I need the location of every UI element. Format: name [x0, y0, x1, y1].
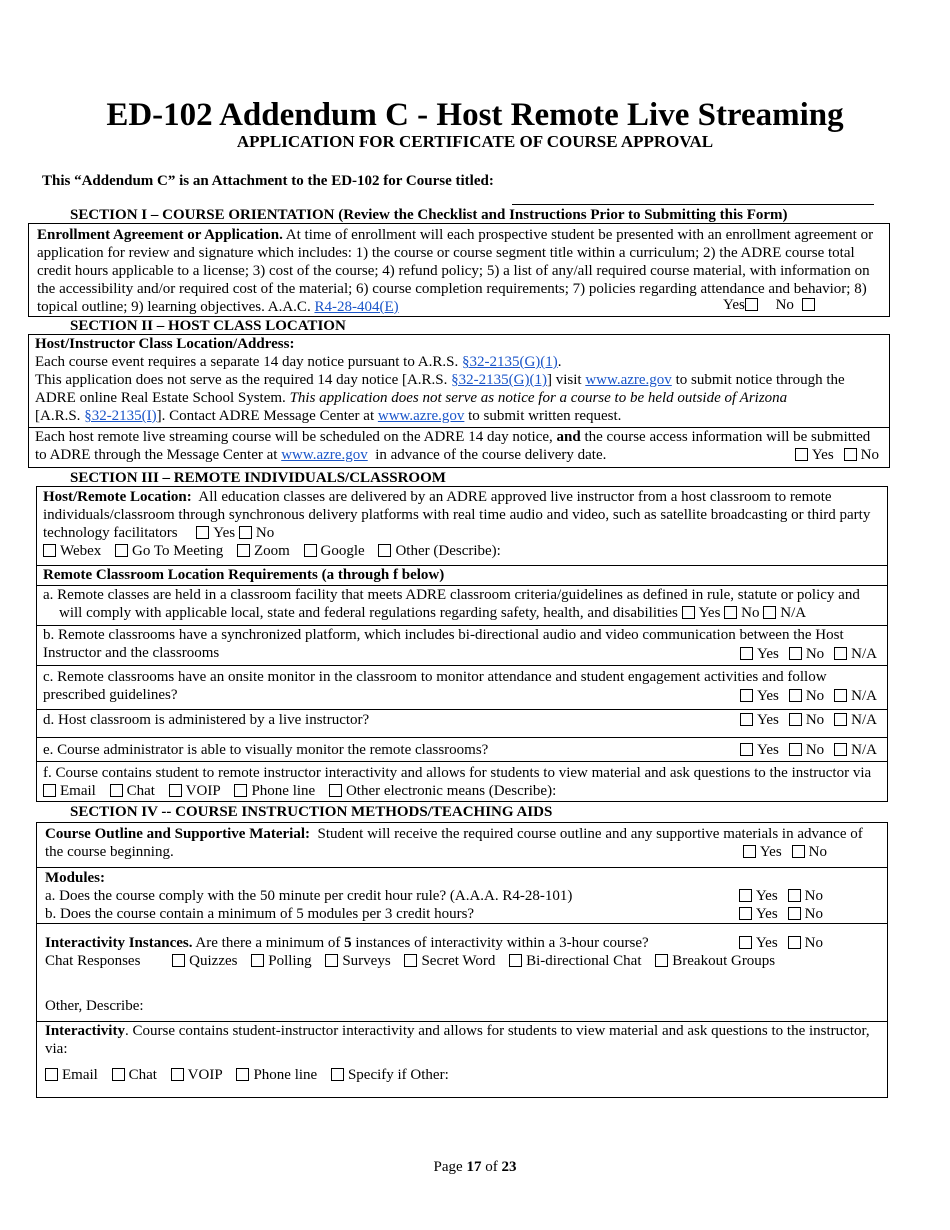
platform-zoom-checkbox[interactable]: [237, 544, 250, 557]
page-subtitle: APPLICATION FOR CERTIFICATE OF COURSE APPROVAL: [236, 132, 714, 151]
inter-chat-checkbox[interactable]: [112, 1068, 125, 1081]
bidirectional-chat-checkbox[interactable]: [509, 954, 522, 967]
req-c-na-checkbox[interactable]: [834, 689, 847, 702]
host-address-label: Host/Instructor Class Location/Address:: [35, 336, 295, 352]
schedule-row: Each host remote live streaming course will be scheduled on the ADRE 14 day notice, and the course access information will be submitted to ADRE through the Message Center at www.azre.gov in advance of the course delivery date. Yes No: [29, 427, 889, 467]
azre-link-3[interactable]: www.azre.gov: [281, 447, 368, 463]
platform-google-checkbox[interactable]: [304, 544, 317, 557]
instances-yes-checkbox[interactable]: [739, 936, 752, 949]
requirement-a: a. Remote classes are held in a classroom facility that meets ADRE classroom criteria/guidelines as defined in rule, statute or policy and will comply with applicable local, state and federal regulations regarding safety, health, and disabilities Yes No N/A: [37, 585, 887, 625]
page-number: Page 17 of 23: [433, 1159, 517, 1175]
outline-yes-checkbox[interactable]: [743, 845, 756, 858]
statute-link-1[interactable]: §32-2135(G)(1): [461, 354, 558, 370]
module-b-no-checkbox[interactable]: [788, 907, 801, 920]
modules-row: Modules: a. Does the course comply with the 50 minute per credit hour rule? (A.A.A. R4-28-101) b. Does the course contain a minimum of 5 modules per 3 credit hours? Yes No Yes No: [37, 867, 887, 923]
section-2-heading: SECTION II – HOST CLASS LOCATION: [70, 318, 346, 334]
req-a-no-checkbox[interactable]: [724, 606, 737, 619]
interactivity-instances-row: Interactivity Instances. Are there a minimum of 5 instances of interactivity within a 3-hour course? Yes No Chat Responses Quizzes Polling Surveys Secret Word Bi-directional Chat Breakout Groups Other, Describe:: [37, 923, 887, 1021]
notice-paragraph: This application does not serve as the required 14 day notice [A.R.S. §32-2135(G)(1)] visit www.azre.gov to submit notice through the ADRE online Real Estate School System. This application does not serve as notice for a course to be held outside of Arizona: [35, 372, 845, 406]
surveys-checkbox[interactable]: [325, 954, 338, 967]
requirement-d: d. Host classroom is administered by a live instructor? Yes No N/A: [37, 709, 887, 737]
section-2-box: [28, 334, 890, 468]
platform-options: Webex Go To Meeting Zoom Google Other (Describe):: [43, 542, 881, 560]
platform-gotomeeting-checkbox[interactable]: [115, 544, 128, 557]
inter-other-checkbox[interactable]: [331, 1068, 344, 1081]
req-e-yes-checkbox[interactable]: [740, 743, 753, 756]
req-d-no-checkbox[interactable]: [789, 713, 802, 726]
outline-no-checkbox[interactable]: [792, 845, 805, 858]
course-title-field[interactable]: [512, 204, 874, 205]
rule-link[interactable]: R4-28-404(E): [314, 299, 399, 315]
host-address-row: [29, 335, 889, 425]
schedule-no-checkbox[interactable]: [844, 448, 857, 461]
requirement-b: b. Remote classrooms have a synchronized platform, which includes bi-directional audio and video communication between the Host Instructor and the classrooms Yes No N/A: [37, 625, 887, 665]
enrollment-yes-checkbox[interactable]: [745, 298, 758, 311]
azre-link-1[interactable]: www.azre.gov: [585, 372, 672, 388]
notice-line: Each course event requires a separate 14 day notice pursuant to A.R.S. §32-2135(G)(1).: [35, 354, 562, 370]
platform-webex-checkbox[interactable]: [43, 544, 56, 557]
schedule-choices: Yes No: [795, 446, 879, 464]
module-a-no-checkbox[interactable]: [788, 889, 801, 902]
req-c-no-checkbox[interactable]: [789, 689, 802, 702]
via-chat-checkbox[interactable]: [110, 784, 123, 797]
breakout-groups-checkbox[interactable]: [655, 954, 668, 967]
section-4-heading: SECTION IV -- COURSE INSTRUCTION METHODS/TEACHING AIDS: [70, 804, 553, 820]
req-b-yes-checkbox[interactable]: [740, 647, 753, 660]
secret-word-checkbox[interactable]: [404, 954, 417, 967]
instances-no-checkbox[interactable]: [788, 936, 801, 949]
third-party-yes-checkbox[interactable]: [196, 526, 209, 539]
yes-label: Yes: [723, 297, 745, 313]
via-voip-checkbox[interactable]: [169, 784, 182, 797]
req-b-no-checkbox[interactable]: [789, 647, 802, 660]
platform-other-checkbox[interactable]: [378, 544, 391, 557]
quizzes-checkbox[interactable]: [172, 954, 185, 967]
host-remote-row: Host/Remote Location: All education classes are delivered by an ADRE approved live instructor from a host classroom to remote individuals/classroom through synchronous delivery platforms with real time audio and video, such as satellite broadcasting or third party technology facilitators Yes No Webex Go To Meeting Zoom Google Other (Describe):: [37, 487, 887, 565]
req-d-yes-checkbox[interactable]: [740, 713, 753, 726]
req-b-na-checkbox[interactable]: [834, 647, 847, 660]
requirements-heading: Remote Classroom Location Requirements (a through f below): [37, 565, 887, 585]
third-party-no-checkbox[interactable]: [239, 526, 252, 539]
other-describe-label: Other, Describe:: [45, 998, 144, 1014]
inter-phone-checkbox[interactable]: [236, 1068, 249, 1081]
no-label: No: [775, 297, 794, 313]
via-email-checkbox[interactable]: [43, 784, 56, 797]
via-other-checkbox[interactable]: [329, 784, 342, 797]
outline-row: Course Outline and Supportive Material: Student will receive the required course outline and any supportive materials in advance of the course beginning. Yes No: [45, 826, 863, 860]
via-phone-checkbox[interactable]: [234, 784, 247, 797]
section-1-heading: SECTION I – COURSE ORIENTATION (Review the Checklist and Instructions Prior to Submitting this Form): [70, 207, 788, 223]
requirement-f: f. Course contains student to remote instructor interactivity and allows for students to view material and ask questions to the instructor via Email Chat VOIP Phone line Other electronic means (Describe):: [37, 761, 887, 803]
section-3-heading: SECTION III – REMOTE INDIVIDUALS/CLASSROOM: [70, 470, 446, 486]
section-3-box: [36, 486, 888, 802]
enrollment-text: At time of enrollment will each prospective student be presented with an enrollment agreement or application for review and signature which includes: 1) the course or course segment title within a curriculum; 2) the ADRE course total credit hours applicable to a license; 3) cost of the course; 4) refund policy; 5) a list of any/all required course material, with information on the accessibility and/or required cost of the material; 6) course completion requirements; 7) policies regarding attendance and behavior; 8) topical outline; 9) learning objectives. A.A.C.: [37, 227, 874, 315]
req-a-na-checkbox[interactable]: [763, 606, 776, 619]
req-d-na-checkbox[interactable]: [834, 713, 847, 726]
polling-checkbox[interactable]: [251, 954, 264, 967]
schedule-yes-checkbox[interactable]: [795, 448, 808, 461]
requirement-e: e. Course administrator is able to visually monitor the remote classrooms? Yes No N/A: [37, 737, 887, 761]
module-a-yes-checkbox[interactable]: [739, 889, 752, 902]
statute-link-3[interactable]: §32-2135(I): [84, 408, 157, 424]
enrollment-no-checkbox[interactable]: [802, 298, 815, 311]
enrollment-choices: [723, 296, 819, 314]
req-e-na-checkbox[interactable]: [834, 743, 847, 756]
inter-voip-checkbox[interactable]: [171, 1068, 184, 1081]
attachment-label: This “Addendum C” is an Attachment to the ED-102 for Course titled:: [42, 173, 494, 189]
interactivity-row: Interactivity. Course contains student-instructor interactivity and allows for students to view material and ask questions to the instructor, via: Email Chat VOIP Phone line Specify if Other:: [37, 1021, 887, 1099]
req-e-no-checkbox[interactable]: [789, 743, 802, 756]
enrollment-label: Enrollment Agreement or Application.: [37, 227, 283, 243]
req-a-yes-checkbox[interactable]: [682, 606, 695, 619]
page-title: ED-102 Addendum C - Host Remote Live Streaming: [106, 97, 844, 133]
message-center-line: [A.R.S. §32-2135(I)]. Contact ADRE Message Center at www.azre.gov to submit written request.: [35, 408, 622, 424]
inter-email-checkbox[interactable]: [45, 1068, 58, 1081]
requirement-c: c. Remote classrooms have an onsite monitor in the classroom to monitor attendance and student engagement activities and follow prescribed guidelines? Yes No N/A: [37, 665, 887, 709]
section-4-box: [36, 822, 888, 1098]
azre-link-2[interactable]: www.azre.gov: [377, 408, 465, 424]
module-b-yes-checkbox[interactable]: [739, 907, 752, 920]
section-1-box: [28, 223, 890, 317]
req-c-yes-checkbox[interactable]: [740, 689, 753, 702]
statute-link-2[interactable]: §32-2135(G)(1): [451, 372, 547, 388]
